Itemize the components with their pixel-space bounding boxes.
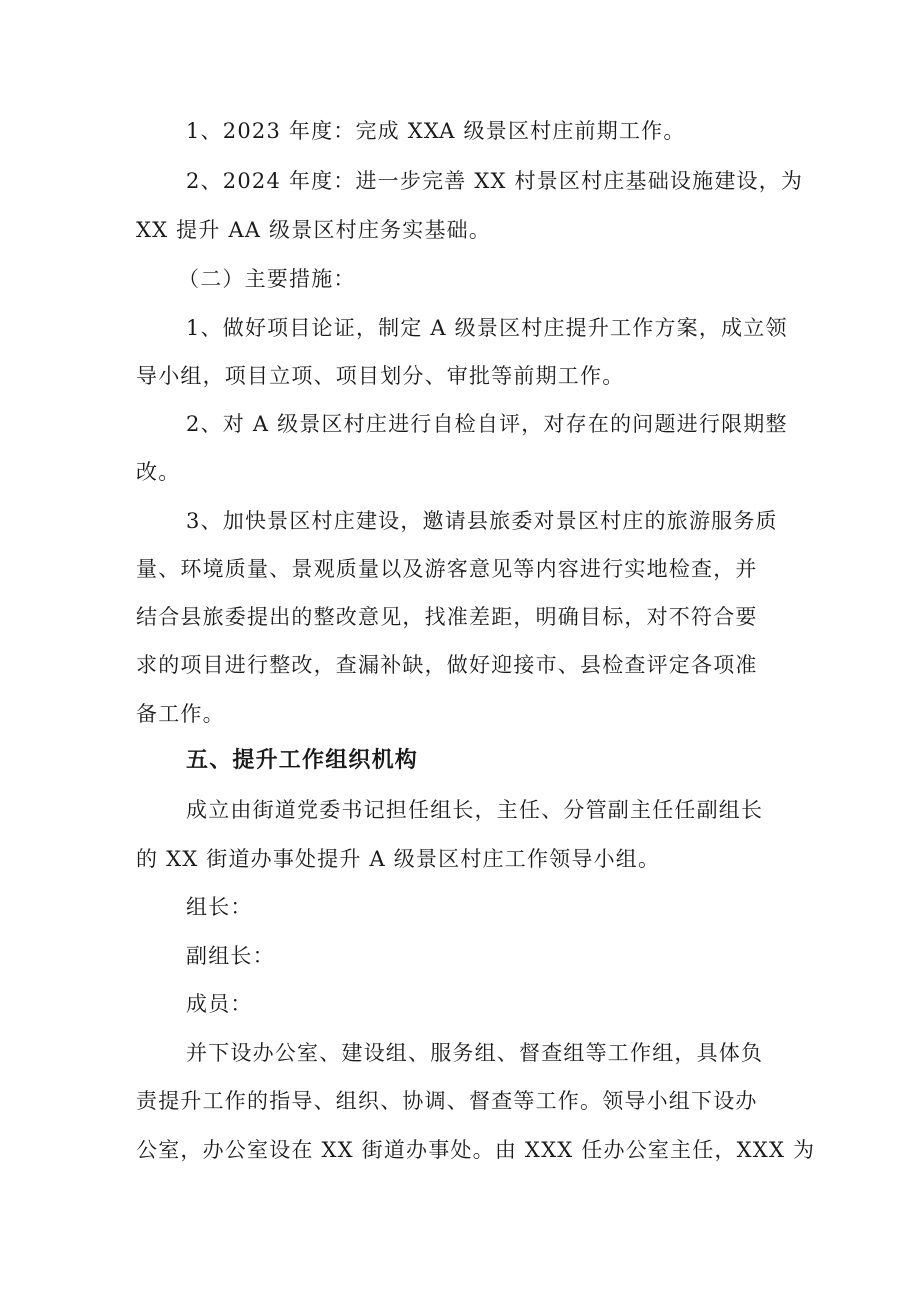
paragraph-line-measure-2-cont: 改。 bbox=[136, 460, 181, 484]
paragraph-line-org-intro: 成立由街道党委书记担任组长，主任、分管副主任任副组长 bbox=[186, 798, 764, 822]
paragraph-line-office: 并下设办公室、建设组、服务组、督查组等工作组，具体负 bbox=[186, 1041, 764, 1065]
paragraph-line-goal-2023: 1、2023 年度：完成 XXA 级景区村庄前期工作。 bbox=[186, 119, 686, 143]
paragraph-line-org-intro-cont: 的 XX 街道办事处提升 A 级景区村庄工作领导小组。 bbox=[136, 847, 661, 871]
paragraph-line-measure-3: 3、加快景区村庄建设，邀请县旅委对景区村庄的旅游服务质 bbox=[186, 509, 778, 533]
section-subtitle-measures: （二）主要措施： bbox=[178, 267, 356, 291]
label-group-leader: 组长： bbox=[186, 895, 253, 919]
paragraph-line-measure-2: 2、对 A 级景区村庄进行自检自评，对存在的问题进行限期整 bbox=[186, 412, 788, 436]
paragraph-line-office-cont-1: 责提升工作的指导、组织、协调、督查等工作。领导小组下设办 bbox=[136, 1089, 758, 1113]
paragraph-line-measure-3-cont-1: 量、环境质量、景观质量以及游客意见等内容进行实地检查，并 bbox=[136, 557, 758, 581]
paragraph-line-measure-1: 1、做好项目论证，制定 A 级景区村庄提升工作方案，成立领 bbox=[186, 316, 788, 340]
label-deputy-leader: 副组长： bbox=[186, 944, 275, 968]
paragraph-line-goal-2024-cont: XX 提升 AA 级景区村庄务实基础。 bbox=[136, 218, 492, 242]
paragraph-line-goal-2024: 2、2024 年度：进一步完善 XX 村景区村庄基础设施建设，为 bbox=[186, 169, 804, 193]
paragraph-line-measure-3-cont-2: 结合县旅委提出的整改意见，找准差距，明确目标，对不符合要 bbox=[136, 605, 758, 629]
section-heading-organization: 五、提升工作组织机构 bbox=[186, 748, 419, 773]
label-members: 成员： bbox=[186, 992, 253, 1016]
paragraph-line-measure-1-cont: 导小组，项目立项、项目划分、审批等前期工作。 bbox=[136, 364, 625, 388]
paragraph-line-measure-3-cont-3: 求的项目进行整改，查漏补缺，做好迎接市、县检查评定各项准 bbox=[136, 653, 758, 677]
paragraph-line-measure-3-cont-4: 备工作。 bbox=[136, 702, 225, 726]
paragraph-line-office-cont-2: 公室，办公室设在 XX 街道办事处。由 XXX 任办公室主任，XXX 为 bbox=[136, 1138, 816, 1162]
